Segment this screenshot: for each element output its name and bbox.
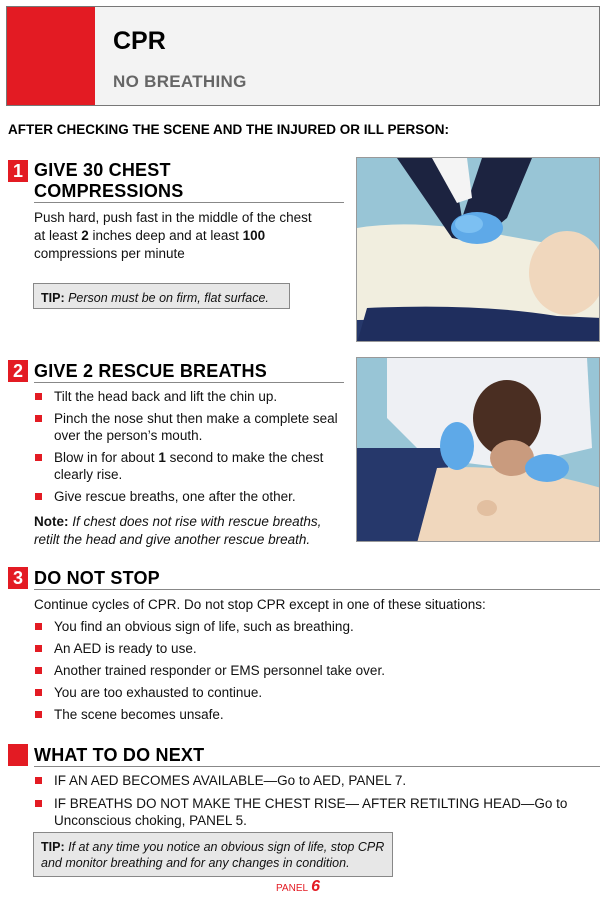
step-2-note: Note: If chest does not rise with rescue breaths, retilt the head and give another rescue breath.	[34, 514, 322, 547]
step-2-title: GIVE 2 RESCUE BREATHS	[34, 361, 267, 381]
tip-label: TIP:	[41, 291, 65, 305]
step-2-divider	[34, 382, 344, 383]
step-2-list	[34, 388, 344, 505]
step-1-tip	[33, 283, 290, 309]
step-3-intro: Continue cycles of CPR. Do not stop CPR except in one of these situations:	[34, 597, 486, 612]
rescue-breaths-photo	[356, 357, 600, 542]
intro-heading: AFTER CHECKING THE SCENE AND THE INJURED OR ILL PERSON:	[8, 122, 450, 137]
next-marker	[8, 744, 28, 766]
step-3-list	[34, 618, 594, 724]
step-1-body: Push hard, push fast in the middle of the chest at least 2 inches deep and at least 100 compressions per minute	[34, 210, 312, 261]
step-1-divider	[34, 202, 344, 203]
list-item: IF BREATHS DO NOT MAKE THE CHEST RISE— AFTER RETILTING HEAD—Go to Unconscious choking, PANEL 5.	[34, 795, 594, 830]
page-subtitle: NO BREATHING	[113, 72, 247, 91]
step-2-number: 2	[8, 360, 28, 382]
list-item: You find an obvious sign of life, such as breathing.	[34, 618, 594, 636]
list-item: An AED is ready to use.	[34, 640, 594, 658]
chest-compressions-photo	[356, 157, 600, 342]
step-1-title	[34, 160, 183, 202]
panel-number: 6	[311, 878, 320, 895]
list-item: Pinch the nose shut then make a complete seal over the person’s mouth.	[34, 410, 344, 445]
step-3-divider	[34, 589, 600, 590]
list-item: You are too exhausted to continue.	[34, 684, 594, 702]
tip-text: If at any time you notice an obvious sign of life, stop CPR and monitor breathing and for any changes in condition.	[41, 840, 385, 870]
next-list	[34, 772, 594, 830]
step-3-title: DO NOT STOP	[34, 568, 160, 588]
next-title: WHAT TO DO NEXT	[34, 745, 205, 765]
list-item: The scene becomes unsafe.	[34, 706, 594, 724]
step-1-number: 1	[8, 160, 28, 182]
title-banner	[6, 6, 600, 106]
next-tip	[33, 832, 393, 877]
list-item: IF AN AED BECOMES AVAILABLE—Go to AED, PANEL 7.	[34, 772, 594, 790]
step-1-title-line2: COMPRESSIONS	[34, 181, 184, 201]
banner-accent	[7, 7, 95, 105]
list-item: Blow in for about 1 second to make the chest clearly rise.	[34, 449, 344, 484]
next-divider	[34, 766, 600, 767]
step-1-title-line1: GIVE 30 CHEST	[34, 160, 171, 180]
tip-text: Person must be on firm, flat surface.	[68, 291, 269, 305]
panel-label: PANEL 6	[276, 878, 320, 895]
tip-label: TIP:	[41, 840, 65, 854]
list-item: Another trained responder or EMS personnel take over.	[34, 662, 594, 680]
page-title: CPR	[113, 27, 166, 55]
list-item: Give rescue breaths, one after the other.	[34, 488, 344, 506]
step-3-number: 3	[8, 567, 28, 589]
list-item: Tilt the head back and lift the chin up.	[34, 388, 344, 406]
